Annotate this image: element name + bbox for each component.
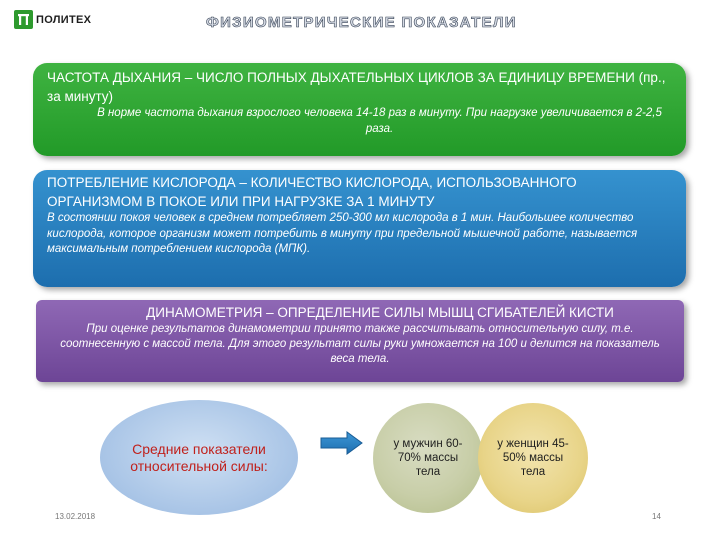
breathing-rate-box <box>33 63 686 156</box>
dynamometry-box <box>36 300 684 382</box>
footer-date: 13.02.2018 <box>55 512 96 521</box>
logo-icon <box>14 10 33 29</box>
oxygen-consumption-heading: ПОТРЕБЛЕНИЕ КИСЛОРОДА – КОЛИЧЕСТВО КИСЛОРОДА, ИСПОЛЬЗОВАННОГО ОРГАНИЗМОМ В ПОКОЕ ИЛИ ПРИ НАГРУЗКЕ ЗА 1 МИНУТУ <box>47 175 577 209</box>
dynamometry-note: При оценке результатов динамометрии принято также рассчитывать относительную силу, т.е. соотнесенную с массой тела. Для этого результат силы руки умножается на 100 и делится на показатель веса тела. <box>60 323 660 365</box>
oxygen-consumption-box <box>33 170 686 287</box>
dynamometry-heading: ДИНАМОМЕТРИЯ – ОПРЕДЕЛЕНИЕ СИЛЫ МЫШЦ СГИБАТЕЛЕЙ КИСТИ <box>146 305 614 320</box>
men-label: у мужчин 60-70% массы тела <box>393 438 463 478</box>
logo-text: ПОЛИТЕХ <box>36 13 92 26</box>
logo <box>14 10 91 29</box>
men-circle <box>373 403 483 513</box>
page-title: ФИЗИОМЕТРИЧЕСКИЕ ПОКАЗАТЕЛИ <box>206 14 517 31</box>
breathing-rate-heading: ЧАСТОТА ДЫХАНИЯ – ЧИСЛО ПОЛНЫХ ДЫХАТЕЛЬНЫХ ЦИКЛОВ ЗА ЕДИНИЦУ ВРЕМЕНИ (пр., за минуту) <box>47 70 666 104</box>
relative-strength-oval <box>100 400 298 515</box>
women-label: у женщин 45-50% массы тела <box>497 438 569 478</box>
relative-strength-label: Средние показатели относительной силы: <box>130 440 268 474</box>
oxygen-consumption-note: В состоянии покоя человек в среднем потребляет 250-300 мл кислорода в 1 мин. Наибольшее количество кислорода, которое организм может потребить в минуту при предельной мышечной работе, называется максимальным потреблением кислорода (МПК). <box>47 212 638 255</box>
page-number: 14 <box>652 512 661 521</box>
arrow-right-icon <box>320 430 364 456</box>
breathing-rate-note: В норме частота дыхания взрослого человека 14-18 раз в минуту. При нагрузке увеличивается в 2-2,5 раза. <box>97 107 662 135</box>
women-circle <box>478 403 588 513</box>
